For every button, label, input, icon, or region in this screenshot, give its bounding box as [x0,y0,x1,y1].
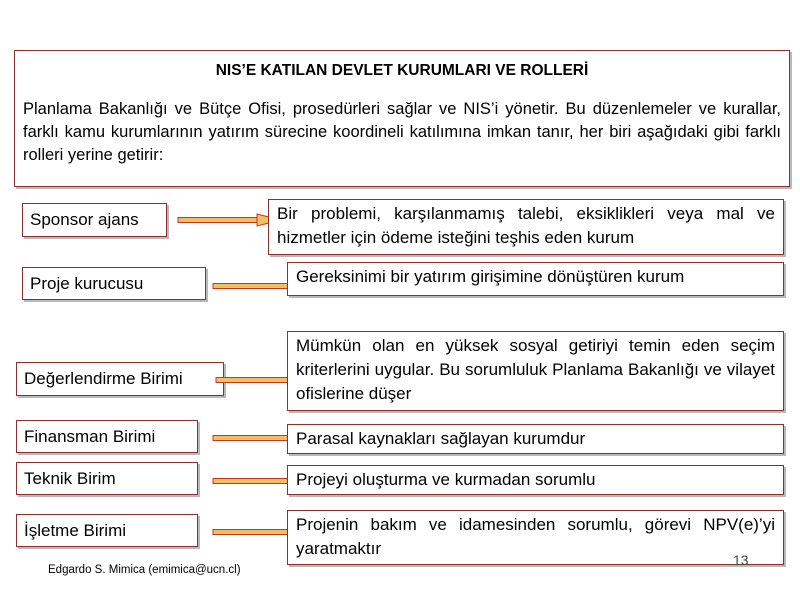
role-label: Finansman Birimi [24,427,156,446]
intro-paragraph: Planlama Bakanlığı ve Bütçe Ofisi, prosedürleri sağlar ve NIS’i yönetir. Bu düzenlemeler ve kurallar, farklı kamu kurumlarının yatırım sürecine koordineli katılımına imkan tanır, her biri aşağıdaki gibi farklı rolleri yerine getirir: [23,100,781,164]
footer-author: Edgardo S. Mimica (emimica@ucn.cl) [48,564,241,576]
role-description: Parasal kaynakları sağlayan kurumdur [296,429,586,448]
role-desc-box-proje-kurucusu [287,262,784,296]
page-number: 13 [733,552,749,568]
role-desc-box-finansman-birimi [287,424,784,454]
role-description: Bir problemi, karşılanmamış talebi, eksiklikleri veya mal ve hizmetler için ödeme isteğini teşhis eden kurum [277,204,775,247]
role-label: Sponsor ajans [30,210,139,229]
role-label: Değerlendirme Birimi [24,369,183,388]
role-desc-box-sponsor-ajans [268,199,784,255]
role-box-degerlendirme-birimi [16,362,224,396]
role-label: Teknik Birim [24,469,116,488]
role-description: Gereksinimi bir yatırım girişimine dönüştüren kurum [296,267,685,286]
role-description: Mümkün olan en yüksek sosyal getiriyi temin eden seçim kriterlerini uygular. Bu sorumluluk Planlama Bakanlığı ve vilayet ofislerine düşer [296,336,775,403]
role-box-proje-kurucusu [22,267,206,300]
intro-box [14,50,790,187]
role-description: Projenin bakım ve idamesinden sorumlu, görevi NPV(e)’yi yaratmaktır [296,515,775,558]
role-box-sponsor-ajans [22,203,167,237]
role-label: Proje kurucusu [30,274,144,293]
role-desc-box-degerlendirme-birimi [287,331,784,411]
role-desc-box-teknik-birim [287,465,784,495]
role-description: Projeyi oluşturma ve kurmadan sorumlu [296,470,596,489]
slide-title: NIS’E KATILAN DEVLET KURUMLARI VE ROLLERİ [215,62,589,79]
role-box-finansman-birimi [16,420,198,453]
role-box-isletme-birimi [16,514,198,547]
role-label: İşletme Birimi [24,521,127,540]
role-desc-box-isletme-birimi [287,510,784,565]
role-box-teknik-birim [16,462,198,495]
